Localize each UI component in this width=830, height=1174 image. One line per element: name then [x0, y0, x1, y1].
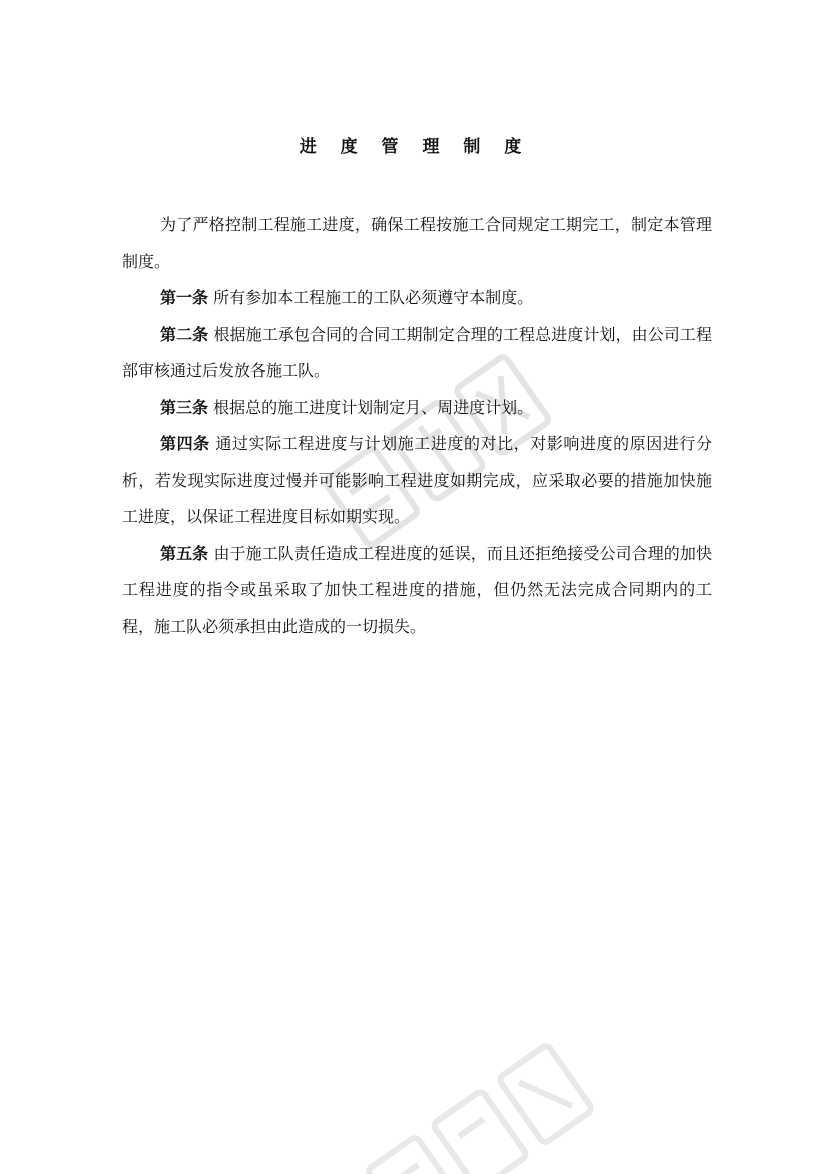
article-1 [122, 280, 712, 317]
article-text: 根据施工承包合同的合同工期制定合理的工程总进度计划，由公司工程部审核通过后发放各施工队。 [122, 324, 712, 380]
article-label: 第一条 [160, 288, 209, 307]
watermark-logo-bottom [330, 1040, 630, 1174]
article-5 [122, 536, 712, 646]
article-2 [122, 317, 712, 390]
article-text: 所有参加本工程施工的工队必须遵守本制度。 [213, 288, 534, 307]
article-label: 第二条 [160, 324, 209, 344]
article-label: 第四条 [160, 434, 210, 453]
article-label: 第三条 [160, 397, 209, 417]
article-3 [122, 390, 712, 427]
article-label: 第五条 [160, 543, 209, 563]
article-text: 通过实际工程进度与计划施工进度的对比，对影响进度的原因进行分析，若发现实际进度过慢并可能影响工程进度如期完成，应采取必要的措施加快施工进度，以保证工程进度目标如期实现。 [122, 434, 712, 526]
article-4 [122, 426, 712, 536]
article-text: 根据总的施工进度计划制定月、周进度计划。 [213, 397, 534, 417]
document-title: 进 度 管 理 制 度 [299, 137, 531, 157]
intro-paragraph: 为了严格控制工程施工进度，确保工程按施工合同规定工期完工，制定本管理制度。 [122, 215, 712, 271]
document-body [122, 207, 712, 645]
article-text: 由于施工队责任造成工程进度的延误，而且还拒绝接受公司合理的加快工程进度的指令或虽采取了加快工程进度的措施，但仍然无法完成合同期内的工程，施工队必须承担由此造成的一切损失。 [122, 543, 712, 636]
